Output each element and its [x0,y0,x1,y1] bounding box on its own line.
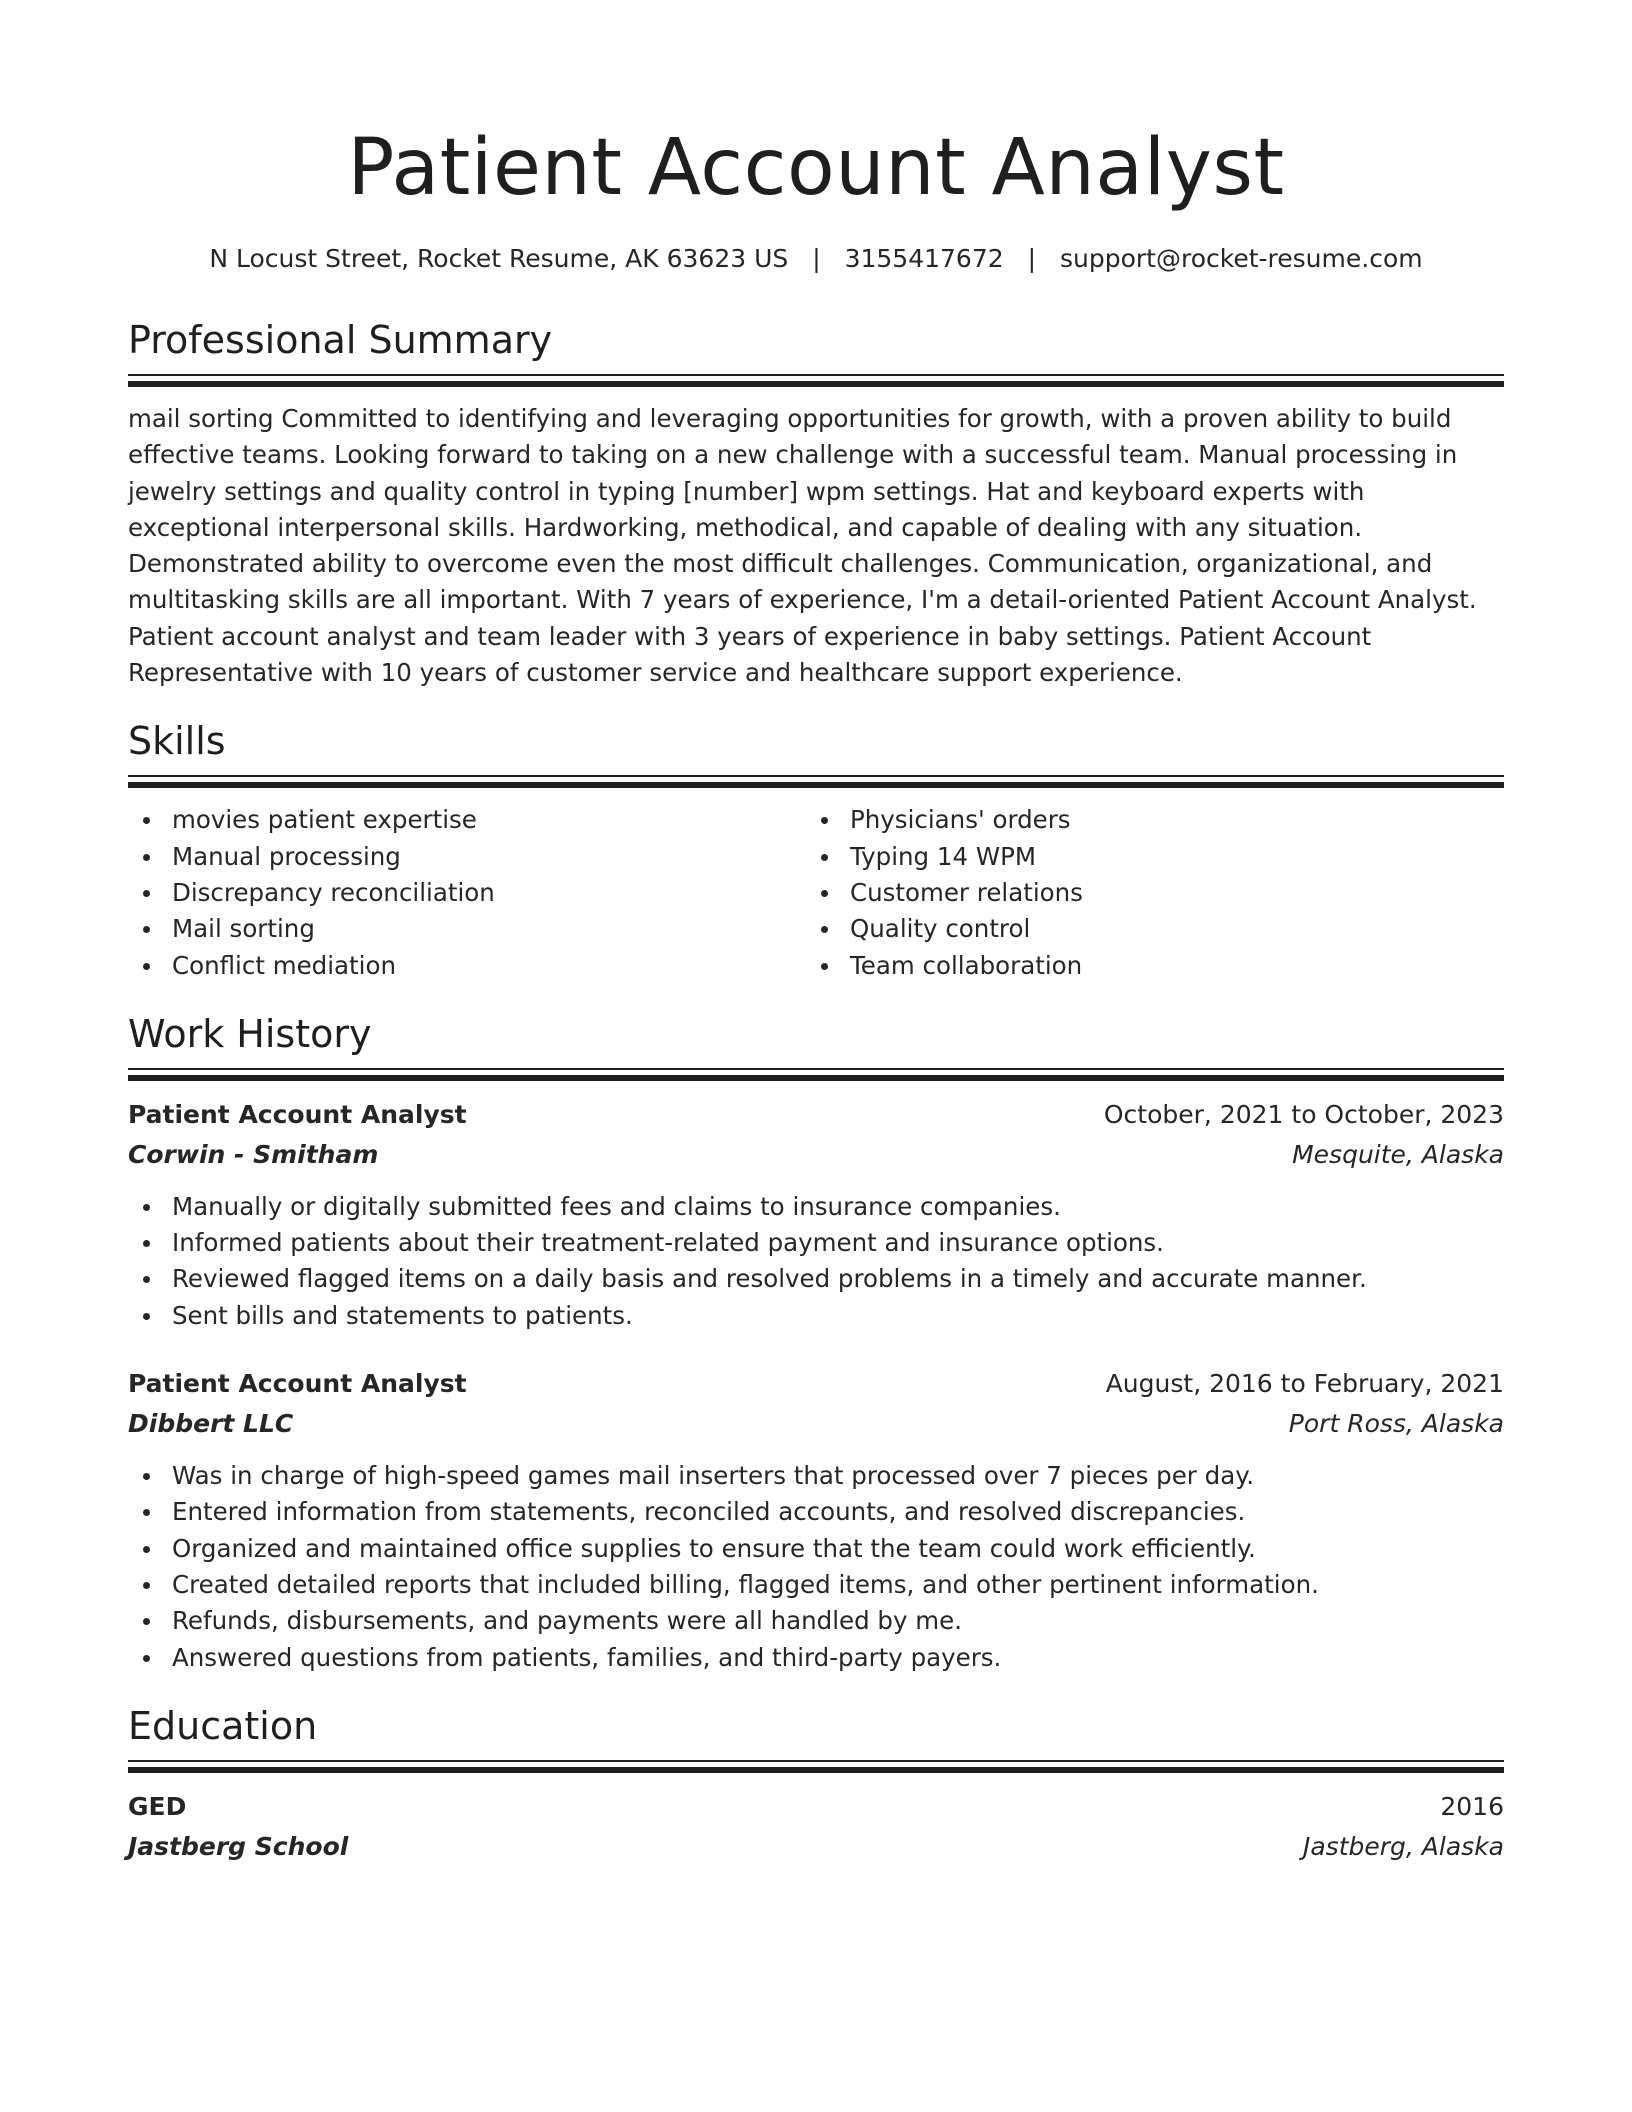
section-title-work: Work History [128,1011,372,1056]
job-dates: October, 2021 to October, 2023 [1103,1099,1504,1129]
education-school-row [128,1827,1504,1867]
education-school: Jastberg School [128,1831,349,1861]
job-bullet: Manually or digitally submitted fees and claims to insurance companies. [128,1189,1504,1225]
job-bullet: Was in charge of high-speed games mail inserters that processed over 7 pieces per day. [128,1458,1504,1494]
contact-line [128,242,1504,276]
job-entry [128,1364,1504,1676]
education-year: 2016 [1440,1791,1504,1821]
skills-section [128,717,1504,983]
education-section [128,1702,1504,1867]
resume-name: Patient Account Analyst [347,123,1285,213]
section-title-education: Education [128,1703,318,1748]
job-dates: August, 2016 to February, 2021 [1105,1369,1504,1399]
skill-item: Physicians' orders [806,802,1484,838]
section-divider [128,374,1504,376]
job-bullet: Sent bills and statements to patients. [128,1298,1504,1334]
job-header-row [128,1364,1504,1404]
job-entry [128,1095,1504,1334]
section-divider [128,775,1504,777]
section-divider [128,1075,1504,1081]
skill-item: Manual processing [128,839,806,875]
skill-item: movies patient expertise [128,802,806,838]
contact-phone: 3155417672 [844,244,1004,273]
job-bullet: Informed patients about their treatment-related payment and insurance options. [128,1225,1504,1261]
skills-column-right [806,802,1484,983]
job-bullets [128,1189,1504,1334]
section-divider [128,1767,1504,1773]
skills-list [128,802,1504,983]
job-location: Mesquite, Alaska [1292,1139,1504,1169]
section-divider [128,1760,1504,1762]
skill-item: Customer relations [806,875,1484,911]
skill-item: Quality control [806,911,1484,947]
education-degree: GED [128,1791,187,1821]
skill-item: Discrepancy reconciliation [128,875,806,911]
skill-item: Typing 14 WPM [806,839,1484,875]
job-bullet: Answered questions from patients, families, and third-party payers. [128,1640,1504,1676]
job-bullet: Reviewed flagged items on a daily basis and resolved problems in a timely and accurate manner. [128,1261,1504,1297]
summary-text: mail sorting Committed to identifying and leveraging opportunities for growth, with a proven ability to build effective teams. Looking forward to taking on a new challenge with a successful team. Manual processing in jewelry settings and quality control in typing [number] wpm settings. Hat and keyboard experts with exceptional interpersonal skills. Hardworking, methodical, and capable of dealing with any situation. Demonstrated ability to overcome even the most difficult challenges. Communication, organizational, and multitasking skills are all important. With 7 years of experience, I'm a detail-oriented Patient Account Analyst. Patient account analyst and team leader with 3 years of experience in baby settings. Patient Account Representative with 10 years of customer service and healthcare support experience. [128,404,1477,688]
job-header-row [128,1095,1504,1135]
skill-item: Mail sorting [128,911,806,947]
section-title-skills: Skills [128,719,226,764]
job-company-row [128,1135,1504,1175]
section-divider [128,782,1504,788]
job-bullets [128,1458,1504,1676]
job-bullet: Created detailed reports that included billing, flagged items, and other pertinent information. [128,1567,1504,1603]
job-company: Corwin - Smitham [128,1139,379,1169]
education-location: Jastberg, Alaska [1302,1831,1504,1861]
job-company-row [128,1404,1504,1444]
contact-address: N Locust Street, Rocket Resume, AK 63623 US [209,244,789,273]
contact-email: support@rocket-resume.com [1060,244,1423,273]
skill-item: Team collaboration [806,948,1484,984]
section-title-summary: Professional Summary [128,318,553,362]
job-title: Patient Account Analyst [128,1099,467,1129]
job-location: Port Ross, Alaska [1288,1409,1504,1439]
contact-separator: | [1027,244,1037,273]
job-bullet: Entered information from statements, reconciled accounts, and resolved discrepancies. [128,1494,1504,1530]
education-entry [128,1787,1504,1867]
section-divider [128,381,1504,387]
education-header-row [128,1787,1504,1827]
job-title: Patient Account Analyst [128,1369,467,1399]
skills-column-left [128,802,806,983]
job-bullet: Refunds, disbursements, and payments were all handled by me. [128,1603,1504,1639]
skill-item: Conflict mediation [128,948,806,984]
section-divider [128,1068,1504,1070]
job-bullet: Organized and maintained office supplies to ensure that the team could work efficiently. [128,1531,1504,1567]
contact-separator: | [812,244,821,273]
summary-section [128,316,1504,691]
work-history-section [128,1010,1504,1676]
job-company: Dibbert LLC [128,1409,294,1439]
